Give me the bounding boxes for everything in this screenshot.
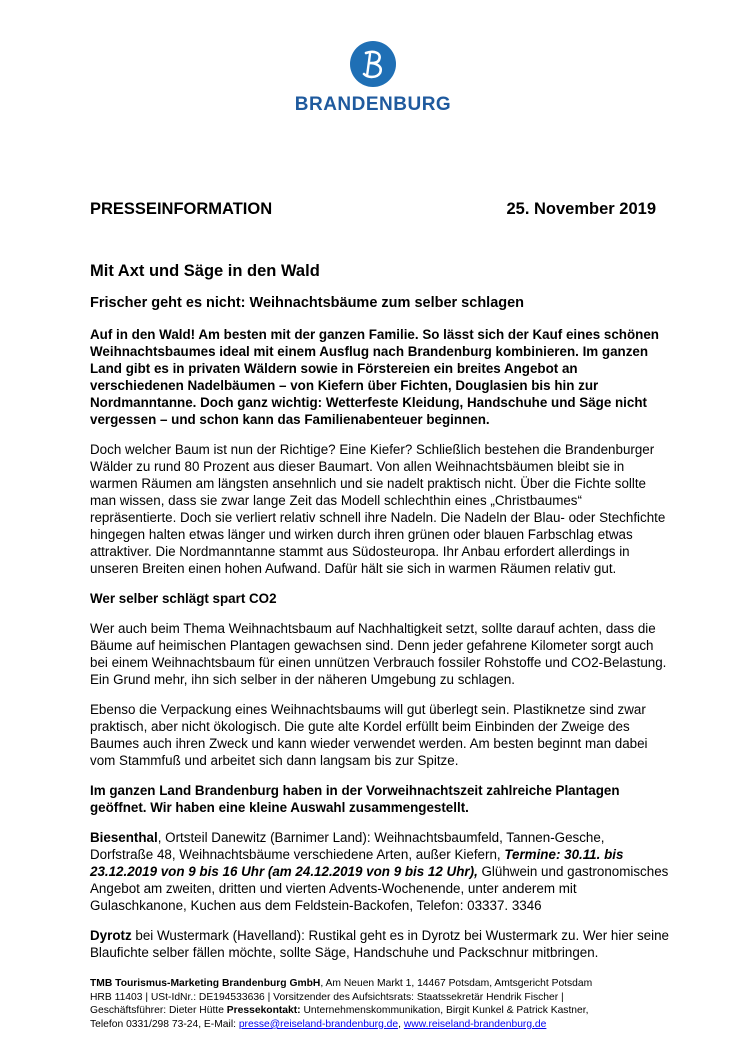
email-link[interactable]: presse@reiseland-brandenburg.de [238,1018,399,1030]
footer-phone: Telefon 0331/298 73-24, E-Mail: [90,1018,239,1030]
entry-text: bei Wustermark (Havelland): Rustikal geht es in Dyrotz bei Wustermark zu. Wer hier seine Blaufichte selber fällen möchte, sollte Säge, Handschuhe und Packschnur mitbringen. [90,928,669,960]
entry-place: Dyrotz [90,928,132,943]
brandenburg-b-icon [349,40,397,88]
lead-paragraph: Auf in den Wald! Am besten mit der ganzen Familie. So lässt sich der Kauf eines schönen Weihnachtsbaumes ideal mit einem Ausflug nach Brandenburg kombinieren. Im ganzen Land gibt es in privaten Wäldern sowie in Förstereien ein breites Angebot an verschiedenen Nadelbäumen – von Kiefern über Fichten, Douglasien bis hin zur Nordmanntanne. Doch ganz wichtig: Wetterfeste Kleidung, Handschuhe und Säge nicht vergessen – und schon kann das Familienabenteuer beginnen. [90,327,659,427]
press-header [90,200,656,219]
footer-line [90,1004,670,1018]
section-heading: Wer selber schlägt spart CO2 [90,591,277,606]
brand-name: BRANDENBURG [294,94,452,115]
article-subheadline: Frischer geht es nicht: Weihnachtsbäume zum selber schlagen [90,295,525,311]
footer-address: , Am Neuen Markt 1, 14467 Potsdam, Amtsgericht Potsdam [320,978,593,989]
footer-company: TMB Tourismus-Marketing Brandenburg GmbH [90,978,321,989]
brand-logo [0,40,746,116]
footer-ceo: Geschäftsführer: Dieter Hütte [90,1005,227,1017]
article-headline: Mit Axt und Säge in den Wald [90,262,320,280]
paragraph-packaging: Ebenso die Verpackung eines Weihnachtsbaums will gut überlegt sein. Plastiknetze sind zwar praktisch, aber nicht ökologisch. Die gute alte Kordel erfüllt beim Einbinden der Zweige des Baumes auch ihren Zweck und kann wieder verwendet werden. Am besten beginnt man dabei vom Stammfuß und arbeitet sich dann langsam bis zur Spitze. [90,702,648,768]
footer-line [90,977,670,991]
footer-press-label: Pressekontakt: [226,1005,301,1017]
list-intro: Im ganzen Land Brandenburg haben in der Vorweihnachtszeit zahlreiche Plantagen geöffnet. Wir haben eine kleine Auswahl zusammengestellt. [90,783,620,815]
entry-text: Glühwein und gastronomisches Angebot am zweiten, dritten und vierten Advents-Wochenende, unter anderem mit Gulaschkanone, Kuchen aus dem Feldstein-Backofen, Telefon: 03337. 3346 [90,864,669,913]
footer-press-contacts: Unternehmenskommunikation, Birgit Kunkel & Patrick Kastner, [300,1005,589,1017]
footer-separator: , [398,1018,404,1030]
entry-dyrotz [90,927,670,961]
entry-biesenthal [90,829,670,914]
paragraph-sustainability: Wer auch beim Thema Weihnachtsbaum auf Nachhaltigkeit setzt, sollte darauf achten, dass die Bäume auf heimischen Plantagen gewachsen sind. Denn jeder gefahrene Kilometer sorgt auch bei einem Weihnachtsbaum für einen unnützen Verbrauch fossiler Rohstoffe und CO2-Belastung. Ein Grund mehr, ihn sich selber in der näheren Umgebung zu schlagen. [90,621,667,687]
press-date: 25. November 2019 [506,200,656,218]
paragraph-trees: Doch welcher Baum ist nun der Richtige? Eine Kiefer? Schließlich bestehen die Brandenburger Wälder zu rund 80 Prozent aus dieser Baumart. Von allen Weihnachtsbäumen bleibt sie in warmen Räumen am längsten ansehnlich und sie nadelt praktisch nicht. Über die Fichte sollte man wissen, dass sie zwar lange Zeit das Modell schlechthin eines „Christbaumes“ repräsentierte. Doch sie verliert relativ schnell ihre Nadeln. Die Nadeln der Blau- oder Stechfichte hingegen halten etwas länger und wirken durch ihren grünen oder blauen Farbschlag etwas attraktiver. Die Nordmanntanne stammt aus Südosteuropa. Ihr Anbau erfordert allerdings in unseren Breiten einen hohen Aufwand. Dafür hält sie sich in warmen Räumen relativ gut. [90,442,666,576]
website-link[interactable]: www.reiseland-brandenburg.de [403,1018,547,1030]
entry-text: , Ortsteil Danewitz (Barnimer Land): Weihnachtsbaumfeld, Tannen-Gesche, Dorfstraße 48, Weihnachtsbäume verschiedene Arten, außer Kiefern, [90,830,605,862]
press-label: PRESSEINFORMATION [90,200,273,218]
entry-dates: Termine: 30.11. bis 23.12.2019 von 9 bis 16 Uhr (am 24.12.2019 von 9 bis 12 Uhr), [90,847,624,879]
footer [90,977,670,1031]
entry-place: Biesenthal [90,830,158,845]
footer-line: HRB 11403 | USt-IdNr.: DE194533636 | Vorsitzender des Aufsichtsrats: Staatssekretär Hendrik Fischer | [90,991,564,1003]
article-body [90,261,670,974]
footer-line [90,1018,670,1032]
